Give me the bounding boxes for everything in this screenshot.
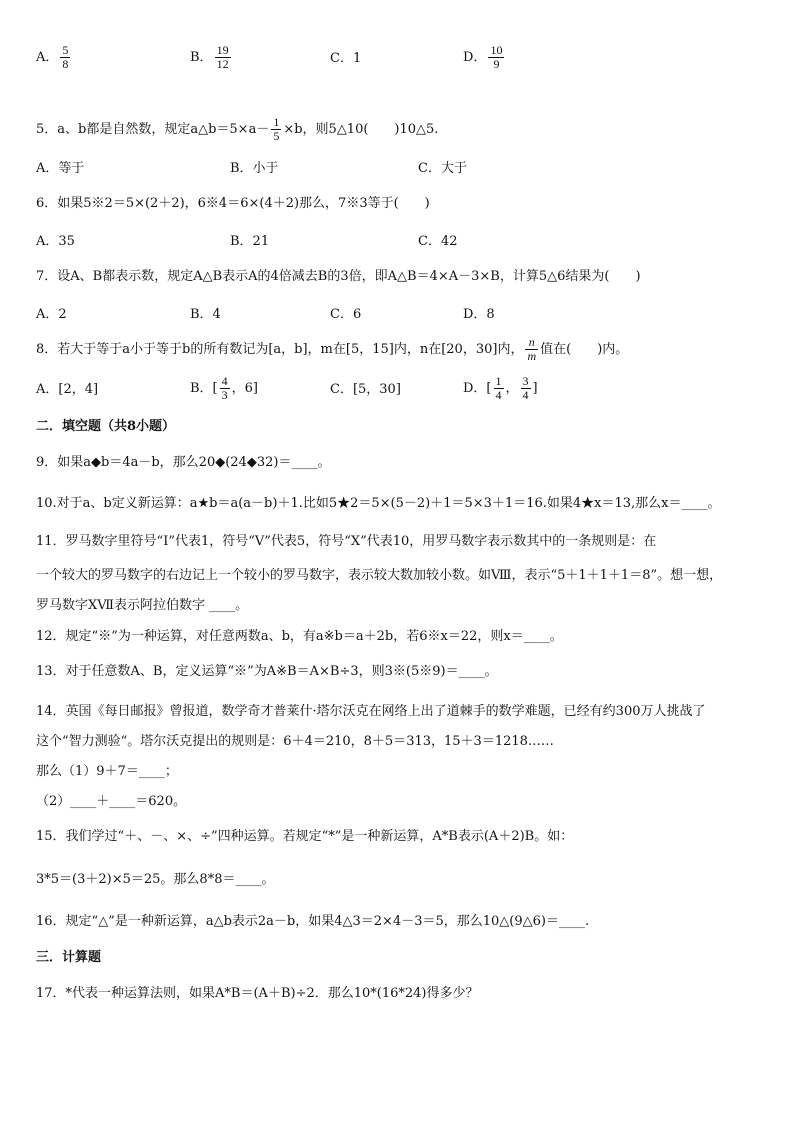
question-7: 7．设A、B都表示数，规定A△B表示A的4倍减去B的3倍，即A△B＝4×A－3×B，计算5△6结果为( ) — [36, 269, 641, 284]
option-label: A． — [36, 50, 59, 65]
fraction — [215, 44, 231, 71]
numerator: n — [525, 336, 538, 350]
numerator: 4 — [221, 374, 228, 388]
question-8 — [36, 336, 628, 363]
fraction — [488, 44, 504, 71]
question-text: 值在( )内。 — [540, 342, 629, 357]
question-11-line-1: 11．罗马数字里符号“Ⅰ”代表1，符号“Ⅴ”代表5，符号“Ⅹ”代表10，用罗马数字表示数其中的一条规则是：在 — [36, 534, 657, 549]
denominator: 5 — [273, 129, 280, 143]
question-11-line-3: 罗马数字ⅩⅦ表示阿拉伯数字 ____。 — [36, 598, 249, 613]
question-12: 12．规定“※”为一种运算，对任意两数a、b，有a※b＝a＋2b，若6※x＝22，则x＝____。 — [36, 629, 563, 644]
q6-option-b: B．21 — [230, 234, 270, 249]
question-14-line-3: 那么（1）9＋7＝____； — [36, 764, 178, 779]
question-16: 16．规定“△”是一种新运算，a△b表示2a－b，如果4△3＝2×4－3＝5，那么10△(9△6)＝____. — [36, 914, 590, 929]
denominator: 9 — [493, 57, 500, 71]
fraction — [521, 375, 531, 402]
q7-option-b: B．4 — [190, 307, 221, 322]
question-6: 6．如果5※2＝5×(2＋2)，6※4＝6×(4＋2)那么，7※3等于( ) — [36, 196, 430, 211]
q8-option-b — [190, 375, 258, 402]
q8-option-d — [463, 375, 538, 402]
option-text: ，6] — [231, 381, 258, 396]
question-5 — [36, 116, 438, 143]
question-13: 13．对于任意数A、B，定义运算“※”为A※B＝A×B÷3，则3※(5※9)＝____。 — [36, 664, 498, 679]
numerator: 3 — [522, 374, 529, 388]
q4-option-c: C．1 — [330, 51, 362, 66]
question-text: 8．若大于等于a小于等于b的所有数记为[a，b]，m在[5，15]内，n在[20，30]内， — [36, 342, 524, 357]
q5-option-c: C．大于 — [418, 161, 467, 176]
numerator: 1 — [273, 115, 280, 129]
q7-option-a: A．2 — [36, 307, 67, 322]
question-14-line-1: 14．英国《每日邮报》曾报道，数学奇才普莱什·塔尔沃克在网络上出了道棘手的数学难题，已经有约300万人挑战了 — [36, 704, 706, 719]
q6-option-c: C．42 — [418, 234, 458, 249]
question-text: 5．a、b都是自然数，规定a△b＝5×a－ — [36, 122, 270, 137]
numerator: 1 — [495, 374, 502, 388]
question-10: 10.对于a、b定义新运算：a★b＝a(a－b)＋1.比如5★2＝5×(5－2)＋1＝5×3＋1＝16.如果4★x＝13,那么x＝____。 — [36, 496, 721, 511]
q7-option-d: D．8 — [463, 307, 495, 322]
option-text: B．[ — [190, 381, 218, 396]
q5-option-b: B．小于 — [230, 161, 279, 176]
question-17: 17．*代表一种运算法则，如果A*B＝(A＋B)÷2．那么10*(16*24)得多少？ — [36, 986, 479, 1001]
question-14-line-4: （2）____＋____＝620。 — [36, 794, 187, 809]
q8-option-a: A．[2，4] — [36, 382, 99, 397]
q4-option-d — [463, 44, 506, 71]
section-heading-fill-in: 二．填空题（共8小题） — [36, 419, 176, 434]
q7-option-c: C．6 — [330, 307, 362, 322]
fraction — [220, 375, 230, 402]
q6-option-a: A．35 — [36, 234, 75, 249]
numerator: 19 — [216, 43, 229, 57]
denominator: 12 — [216, 57, 229, 71]
option-text: D．[ — [463, 381, 492, 396]
section-heading-calculation: 三．计算题 — [36, 950, 102, 965]
option-label: D． — [463, 50, 487, 65]
option-label: B． — [190, 50, 213, 65]
question-text: ×b，则5△10( )10△5. — [283, 122, 439, 137]
question-15-line-1: 15．我们学过“＋、－、×、÷”四种运算。若规定“*”是一种新运算，A*B表示(A＋2)B。如： — [36, 829, 574, 844]
fraction — [271, 116, 281, 143]
numerator: 5 — [62, 43, 69, 57]
numerator: 10 — [490, 43, 503, 57]
question-15-line-2: 3*5＝(3＋2)×5＝25。那么8*8＝____。 — [36, 872, 275, 887]
q8-option-c: C．[5，30] — [330, 382, 401, 397]
denominator: 8 — [62, 57, 69, 71]
denominator: m — [527, 349, 537, 363]
fraction — [60, 44, 70, 71]
q4-option-b — [190, 44, 233, 71]
question-14-line-2: 这个“智力测验“。塔尔沃克提出的规则是：6＋4＝210，8＋5＝313，15＋3＝1218…… — [36, 734, 554, 749]
q4-option-a — [36, 44, 72, 71]
question-11-line-2: 一个较大的罗马数字的右边记上一个较小的罗马数字，表示较大数加较小数。如Ⅷ，表示“5＋1＋1＋1＝8”。想一想， — [36, 568, 723, 583]
denominator: 3 — [221, 388, 228, 402]
option-text: ] — [532, 381, 538, 396]
option-text: ， — [505, 381, 519, 396]
question-9: 9．如果a◆b＝4a－b，那么20◆(24◆32)＝____。 — [36, 455, 331, 470]
q5-option-a: A．等于 — [36, 161, 85, 176]
denominator: 4 — [522, 388, 529, 402]
fraction — [525, 336, 538, 363]
fraction — [494, 375, 504, 402]
denominator: 4 — [495, 388, 502, 402]
